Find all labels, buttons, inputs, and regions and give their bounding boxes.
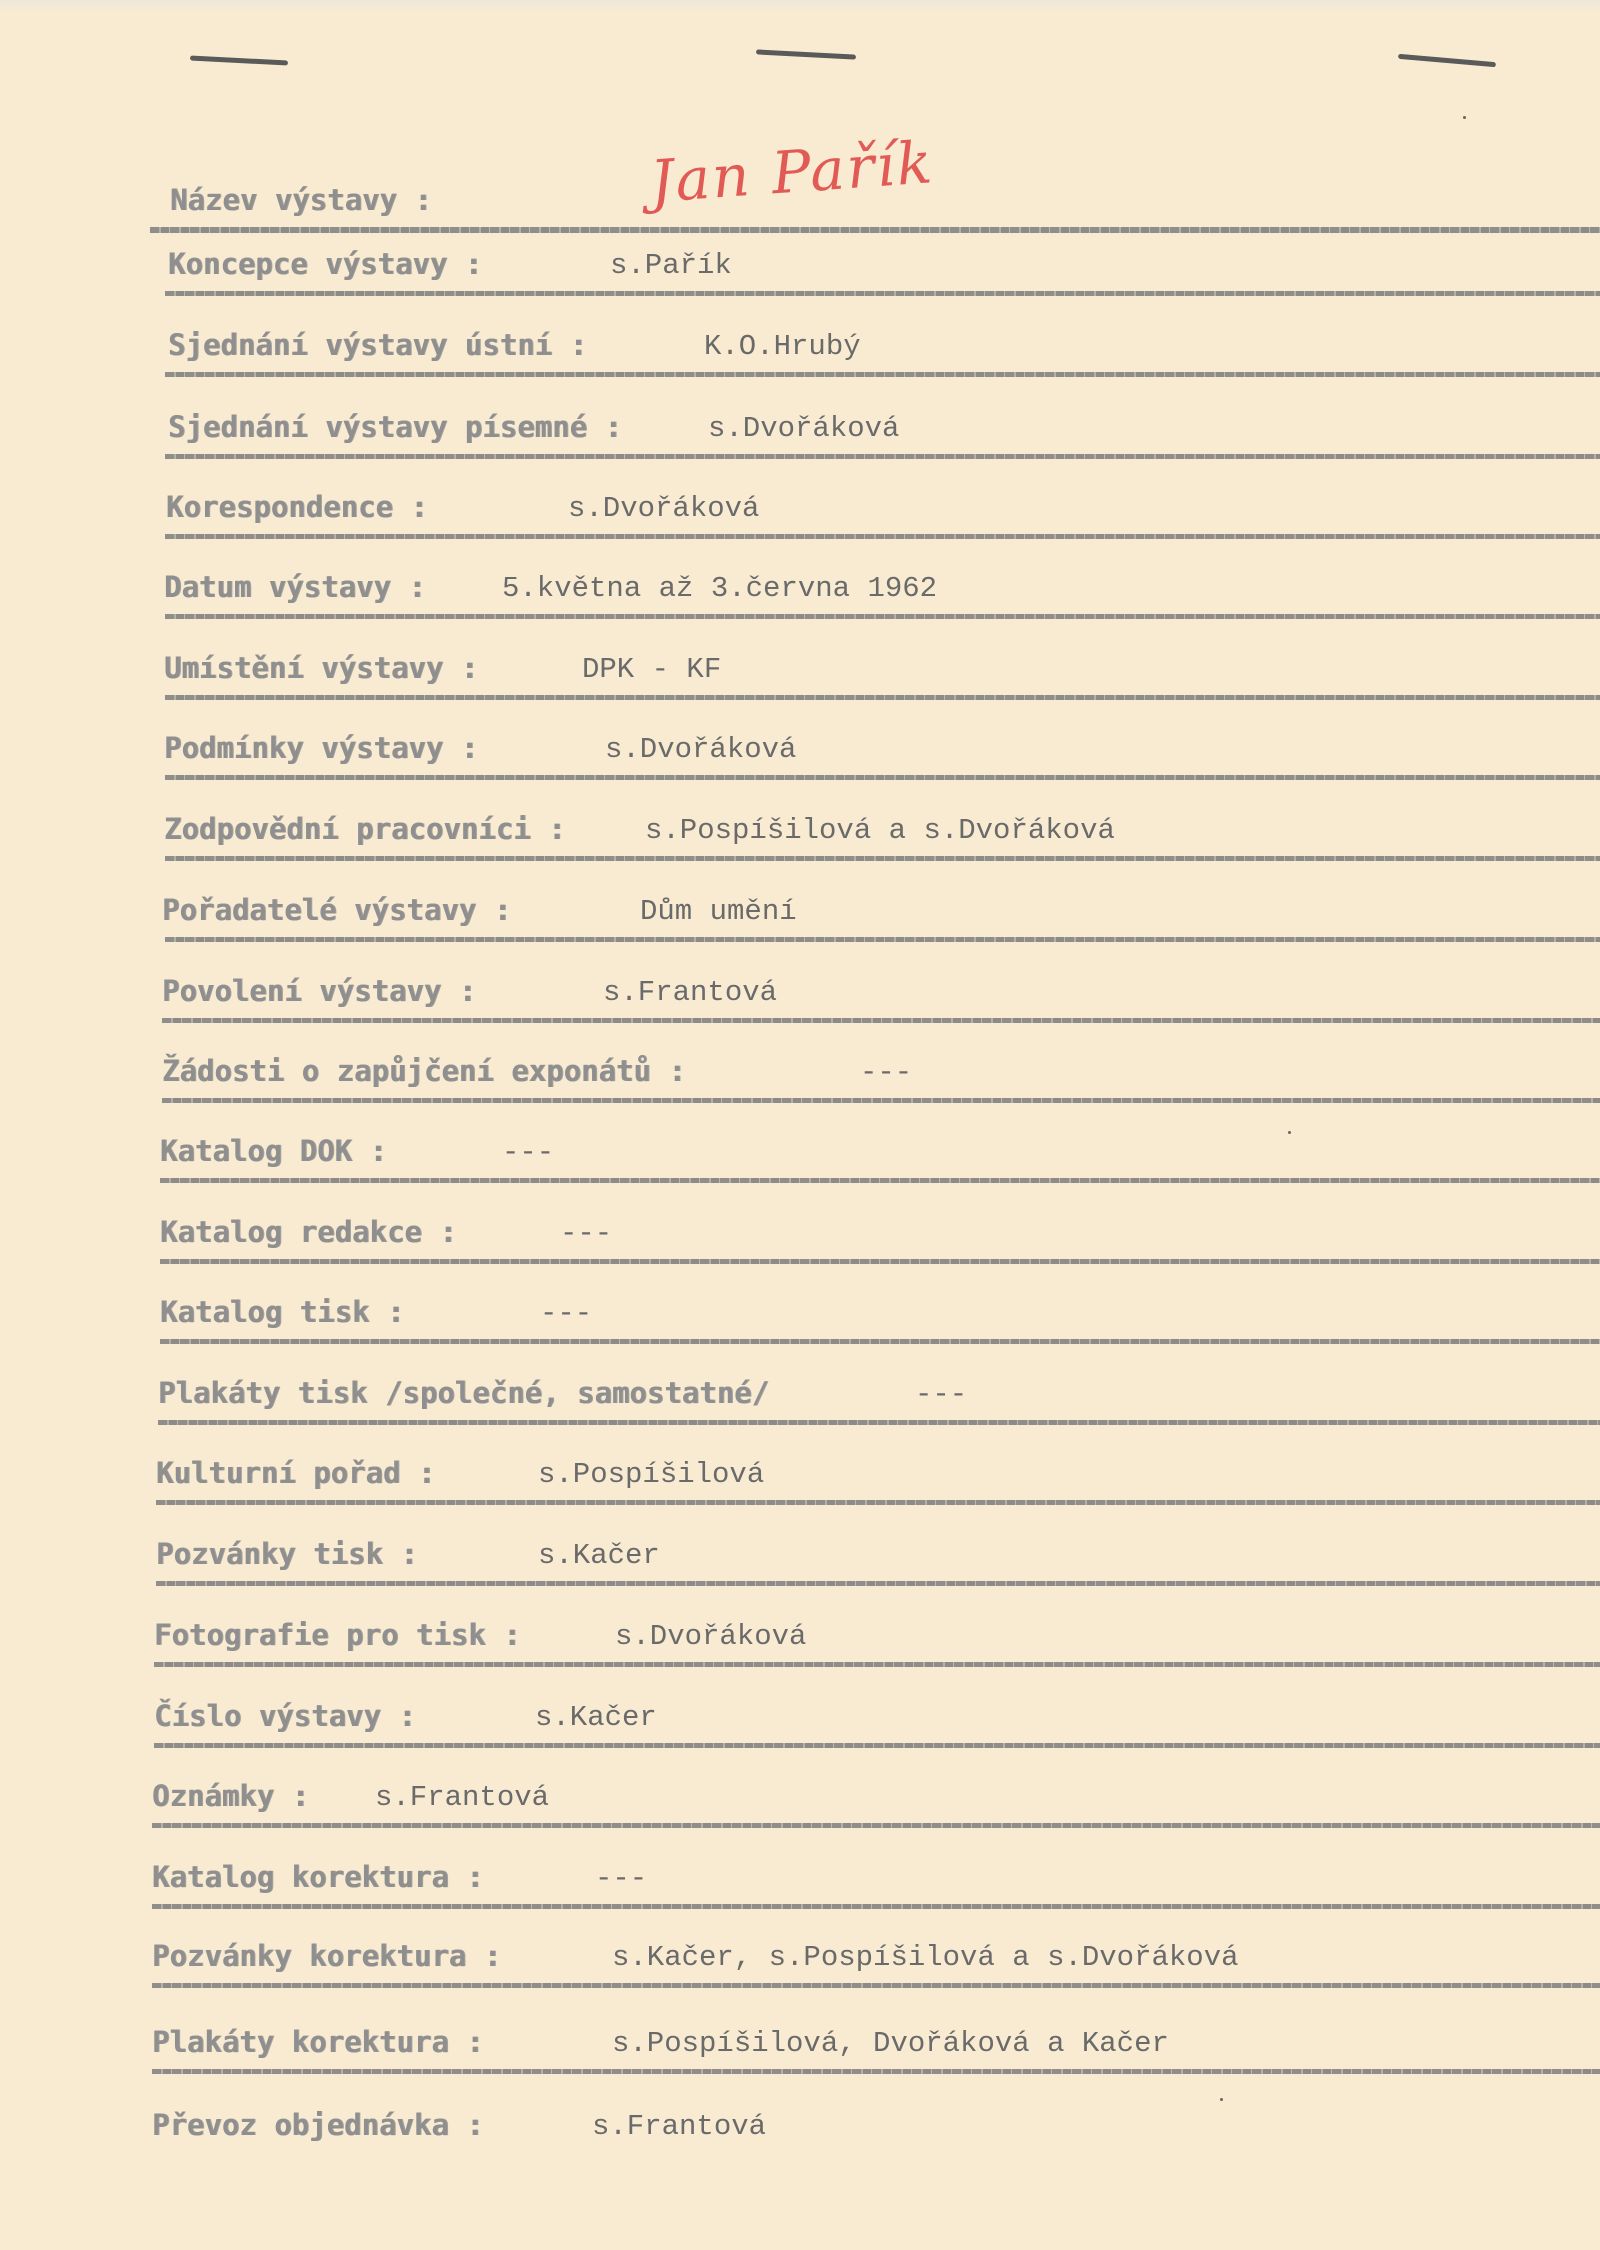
form-row-photos-print <box>0 1618 1600 1698</box>
field-rule <box>165 291 1600 296</box>
field-value: s.Dvořáková <box>568 492 760 525</box>
form-row-cultural-program <box>0 1456 1600 1536</box>
field-rule <box>160 1178 1600 1183</box>
exhibition-name-handwritten: Jan Pařík <box>647 128 937 216</box>
paper-top-edge <box>0 0 1600 12</box>
field-value: s.Kačer <box>538 1539 660 1572</box>
field-rule <box>165 534 1600 539</box>
form-row-catalog-dok <box>0 1134 1600 1214</box>
field-rule <box>160 1259 1600 1264</box>
field-value: K.O.Hrubý <box>704 330 861 363</box>
field-rule <box>162 1098 1600 1103</box>
field-label: Plakáty tisk /společné, samostatné/ <box>158 1376 770 1410</box>
field-label: Fotografie pro tisk : <box>154 1618 521 1652</box>
form-row-catalog-proofreading <box>0 1860 1600 1940</box>
form-row-posters-proofreading <box>0 2025 1600 2105</box>
field-rule <box>154 1662 1600 1667</box>
field-rule <box>152 1904 1600 1909</box>
form-row-loan-requests <box>0 1054 1600 1134</box>
field-rule <box>160 1339 1600 1344</box>
field-label: Převoz objednávka : <box>152 2108 484 2142</box>
field-value: --- <box>560 1217 613 1250</box>
field-rule <box>165 856 1600 861</box>
field-value: s.Dvořáková <box>708 412 900 445</box>
field-value: s.Pospíšilová <box>538 1458 765 1491</box>
field-value: --- <box>595 1862 648 1895</box>
form-row-exhibition-date <box>0 570 1600 650</box>
field-label: Podmínky výstavy : <box>164 731 479 765</box>
field-label: Katalog tisk : <box>160 1295 405 1329</box>
form-row-organizers <box>0 893 1600 973</box>
form-row-correspondence <box>0 490 1600 570</box>
field-rule <box>156 1581 1600 1586</box>
field-value: 5.května až 3.června 1962 <box>502 572 938 605</box>
field-rule <box>158 1420 1600 1425</box>
form-row-location <box>0 651 1600 731</box>
field-rule <box>162 1018 1600 1023</box>
field-label: Plakáty korektura : <box>152 2025 484 2059</box>
field-rule <box>165 372 1600 377</box>
field-rule <box>152 1983 1600 1988</box>
field-rule <box>165 695 1600 700</box>
form-row-written-agreement <box>0 410 1600 490</box>
field-label: Katalog DOK : <box>160 1134 387 1168</box>
field-rule <box>165 454 1600 459</box>
field-value: s.Pařík <box>610 249 732 282</box>
field-label: Pozvánky tisk : <box>156 1537 418 1571</box>
field-label: Kulturní pořad : <box>156 1456 436 1490</box>
field-rule <box>152 1823 1600 1828</box>
staple-mark-left <box>190 55 288 65</box>
form-row-permit <box>0 974 1600 1054</box>
staple-mark-center <box>756 49 856 59</box>
staple-mark-right <box>1398 54 1496 68</box>
field-label: Korespondence : <box>166 490 428 524</box>
field-label: Oznámky : <box>152 1779 310 1813</box>
form-row-transport-order <box>0 2108 1600 2188</box>
field-value: --- <box>502 1136 555 1169</box>
field-value: --- <box>915 1378 968 1411</box>
field-value: s.Kačer, s.Pospíšilová a s.Dvořáková <box>612 1941 1239 1974</box>
field-value: s.Frantová <box>592 2110 767 2143</box>
field-value: s.Dvořáková <box>615 1620 807 1653</box>
form-row-catalog-editing <box>0 1215 1600 1295</box>
form-row-invitations-proofreading <box>0 1939 1600 2019</box>
field-rule <box>165 937 1600 942</box>
form-row-invitations-print <box>0 1537 1600 1617</box>
field-rule <box>152 2069 1600 2074</box>
field-label: Pozvánky korektura : <box>152 1939 502 1973</box>
form-row-oral-agreement <box>0 328 1600 408</box>
field-rule <box>165 775 1600 780</box>
field-value: Dům umění <box>640 895 797 928</box>
field-value: s.Frantová <box>375 1781 550 1814</box>
form-row-posters-print <box>0 1376 1600 1456</box>
field-rule <box>156 1500 1600 1505</box>
field-value: s.Pospíšilová a s.Dvořáková <box>645 814 1115 847</box>
form-row-responsible-staff <box>0 812 1600 892</box>
field-label: Pořadatelé výstavy : <box>162 893 512 927</box>
paper-speck <box>1463 116 1466 119</box>
field-value: DPK - KF <box>582 653 722 686</box>
field-label: Umístění výstavy : <box>164 651 479 685</box>
field-label: Žádosti o zapůjčení exponátů : <box>162 1054 686 1088</box>
field-value: s.Pospíšilová, Dvořáková a Kačer <box>612 2027 1169 2060</box>
field-label: Datum výstavy : <box>164 570 426 604</box>
field-label: Zodpovědní pracovníci : <box>164 812 566 846</box>
form-row-announcements <box>0 1779 1600 1859</box>
field-value: s.Kačer <box>535 1701 657 1734</box>
form-row-conditions <box>0 731 1600 811</box>
field-value: --- <box>540 1297 593 1330</box>
field-label: Sjednání výstavy ústní : <box>168 328 588 362</box>
field-label: Číslo výstavy : <box>154 1699 416 1733</box>
form-row-catalog-print <box>0 1295 1600 1375</box>
field-label: Koncepce výstavy : <box>168 247 483 281</box>
field-rule <box>150 227 1600 233</box>
field-label: Katalog redakce : <box>160 1215 457 1249</box>
field-value: s.Dvořáková <box>605 733 797 766</box>
field-rule <box>165 614 1600 619</box>
field-label: Název výstavy : <box>170 183 432 217</box>
field-label: Povolení výstavy : <box>162 974 477 1008</box>
field-value: s.Frantová <box>603 976 778 1009</box>
field-label: Sjednání výstavy písemné : <box>168 410 622 444</box>
form-row-concept <box>0 247 1600 327</box>
field-value: --- <box>860 1056 913 1089</box>
form-row-exhibition-number <box>0 1699 1600 1779</box>
field-rule <box>154 1743 1600 1748</box>
field-label: Katalog korektura : <box>152 1860 484 1894</box>
